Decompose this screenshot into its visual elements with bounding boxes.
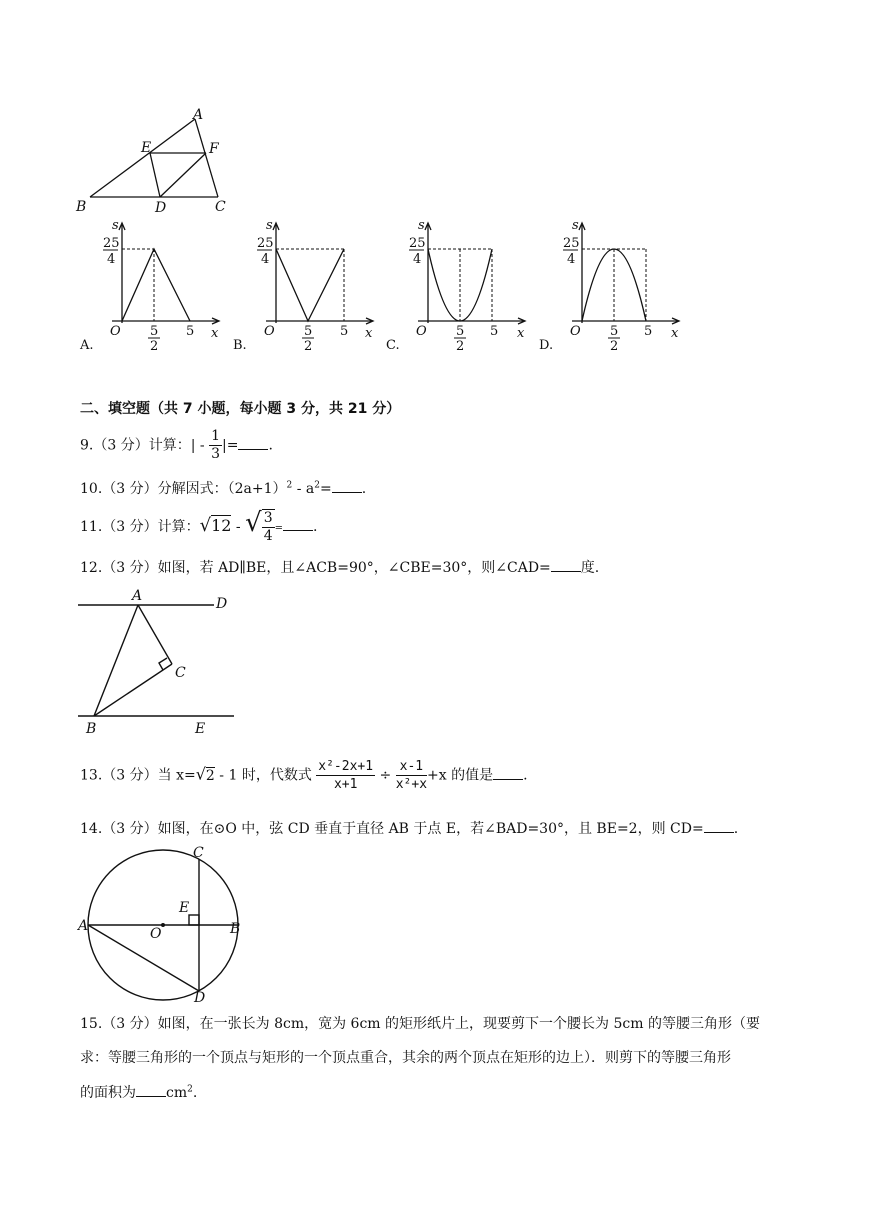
answer-blank[interactable] [238,437,268,450]
x-axis-label: x [365,326,373,341]
q13-end: . [523,767,528,784]
label-e: E [141,140,152,156]
option-b-label: B. [233,338,247,353]
q9-prefix: 9.（3 分）计算： [80,437,191,454]
x-tick-end: 5 [644,324,653,339]
graph-c [404,215,544,355]
origin-label: O [110,324,121,339]
option-d-label: D. [539,338,554,353]
question-11 [80,508,317,545]
graph-d [558,215,698,355]
q13-f2-num: x-1 [396,758,427,776]
graph-a [98,215,238,355]
y-axis-label: s [418,218,425,233]
section-title: 二、填空题（共 7 小题，每小题 3 分，共 21 分） [80,401,401,417]
label-b: B [86,721,97,737]
option-a-label: A. [80,338,94,353]
q12-prefix: 12.（3 分）如图，若 AD∥BE，且∠ACB=90°，∠CBE=30°，则∠CAD= [80,560,551,576]
y-axis-label: s [266,218,273,233]
q11-fraction [262,509,275,545]
q9-abs-open: | - [190,437,205,454]
q10-sup: 2 [286,480,293,491]
question-15-line-1: 15.（3 分）如图，在一张长为 8cm，宽为 6cm 的矩形纸片上，现要剪下一个腰长为 5cm 的等腰三角形（要 [80,1016,760,1032]
y-tick-num: 25 [103,236,120,251]
q9-abs-close: |= [222,437,239,454]
label-b: B [230,921,241,937]
q15-end: . [192,1085,198,1101]
label-d: D [155,200,167,215]
q15-unit: cm [166,1085,188,1101]
origin-label: O [570,324,581,339]
sqrt-sign: √ [195,764,206,784]
question-13 [80,758,528,793]
label-f: F [209,141,219,157]
label-c: C [175,665,186,681]
q12-end: 度. [580,560,600,576]
q10-mid: - a [292,481,315,497]
y-tick-num: 25 [409,236,426,251]
option-c-label: C. [386,338,400,353]
q13-f2-den: x²+x [395,777,428,792]
label-a: A [193,107,204,123]
question-15-line-3 [80,1082,197,1102]
q15-prefix: 的面积为 [80,1085,136,1101]
q11-prefix: 11.（3 分）计算： [80,519,200,535]
q9-fraction [209,428,222,463]
label-e: E [195,721,206,737]
q11-end: . [313,519,318,535]
q13-div: ÷ [379,767,392,784]
q13-root: 2 [205,767,215,784]
x-axis-label: x [671,326,679,341]
q9-end: . [268,437,273,454]
q9-frac-num: 1 [211,428,220,444]
label-d: D [216,596,228,612]
graph-b [252,215,392,355]
q11-eq: = [274,523,283,534]
question-9 [80,428,273,463]
sqrt-sign: √ [245,508,262,538]
x-tick-end: 5 [186,324,195,339]
q13-tail: +x 的值是 [427,767,494,784]
q14-prefix: 14.（3 分）如图，在⊙O 中，弦 CD 垂直于直径 AB 于点 E，若∠BAD=30°，且 BE=2，则 CD= [80,821,704,837]
question-15-line-2: 求：等腰三角形的一个顶点与矩形的一个顶点重合，其余的两个顶点在矩形的边上）．则剪下的等腰三角形 [80,1050,731,1066]
q13-f1-den: x+1 [333,777,358,792]
label-a: A [78,918,89,934]
x-axis-label: x [211,326,219,341]
y-tick-num: 25 [257,236,274,251]
q13-f1-num: x²-2x+1 [318,759,374,774]
q13-fraction-2 [396,758,427,793]
x-tick-num: 5 [610,324,619,339]
sqrt-sign: √ [199,515,212,536]
answer-blank[interactable] [493,767,523,780]
y-tick-den: 4 [261,252,270,267]
q13-fraction-1 [316,758,375,793]
q13-after-root: - 1 时，代数式 [214,767,312,784]
label-o: O [150,926,162,942]
x-tick-den: 2 [610,339,619,354]
x-tick-den: 2 [150,339,159,354]
y-tick-num: 25 [563,236,580,251]
x-tick-den: 2 [304,339,313,354]
q13-prefix: 13.（3 分）当 x= [80,767,196,784]
circle-figure [76,845,251,1005]
label-d: D [194,990,206,1005]
answer-blank[interactable] [332,480,362,493]
origin-label: O [416,324,427,339]
label-c: C [215,199,226,215]
label-a: A [132,588,143,604]
label-b: B [76,199,87,215]
question-14 [80,818,738,838]
label-c: C [193,845,204,861]
y-tick-den: 4 [567,252,576,267]
y-axis-label: s [112,218,119,233]
label-e: E [179,900,190,916]
q10-end: . [361,481,367,497]
y-tick-den: 4 [107,252,116,267]
x-tick-num: 5 [304,324,313,339]
x-tick-num: 5 [150,324,159,339]
parallel-lines-figure [74,586,244,738]
x-tick-end: 5 [340,324,349,339]
answer-blank[interactable] [704,820,734,833]
q11-frac-den: 4 [263,528,273,544]
x-tick-num: 5 [456,324,465,339]
x-tick-den: 2 [456,339,465,354]
answer-blank[interactable] [551,559,581,572]
x-tick-end: 5 [490,324,499,339]
q15-sup: 2 [187,1084,193,1095]
q10-eq: = [319,481,332,497]
q14-end: . [733,821,739,837]
q10-sup2: 2 [314,480,320,491]
answer-blank[interactable] [283,518,313,531]
q10-text: 10.（3 分）分解因式：（2a+1） [80,481,287,497]
triangle-figure [70,105,240,215]
question-12 [80,557,599,577]
y-axis-label: s [572,218,579,233]
x-axis-label: x [517,326,525,341]
origin-label: O [264,324,275,339]
y-tick-den: 4 [413,252,422,267]
q11-frac-num: 3 [263,510,273,526]
q9-frac-den: 3 [211,446,220,462]
q11-minus: - [231,519,246,535]
answer-blank[interactable] [136,1084,166,1097]
question-10 [80,478,366,498]
q11-root1: 12 [211,516,232,535]
